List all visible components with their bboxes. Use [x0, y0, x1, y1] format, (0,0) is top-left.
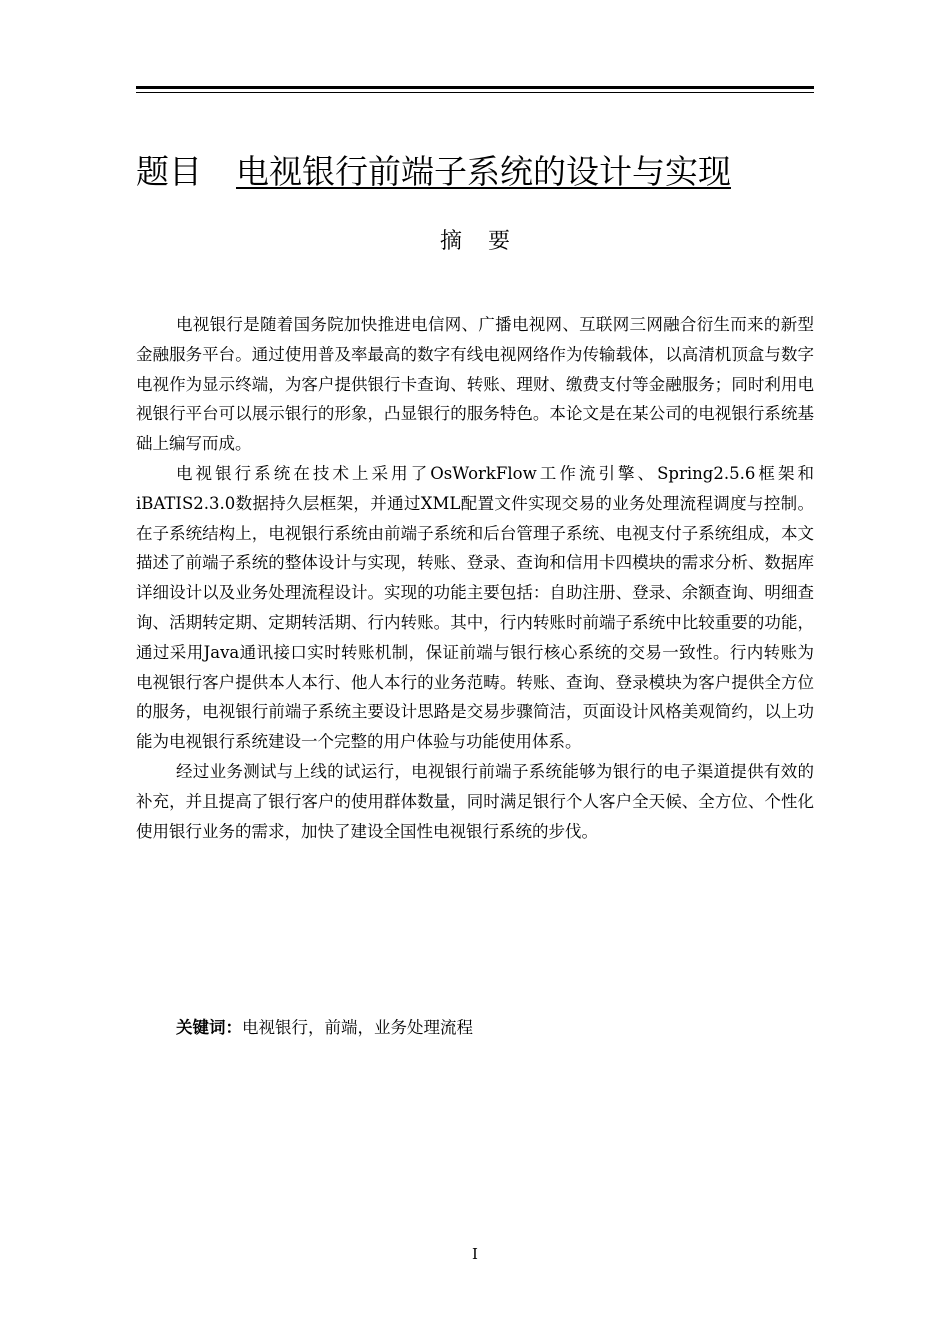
abstract-paragraph-2: 电视银行系统在技术上采用了OsWorkFlow工作流引擎、Spring2.5.6框架和iBATIS2.3.0数据持久层框架，并通过XML配置文件实现交易的业务处理流程调度与控制。在子系统结构上，电视银行系统由前端子系统和后台管理子系统、电视支付子系统组成，本文描述了前端子系统的整体设计与实现，转账、登录、查询和信用卡四模块的需求分析、数据库详细设计以及业务处理流程设计。实现的功能主要包括：自助注册、登录、余额查询、明细查询、活期转定期、定期转活期、行内转账。其中，行内转账时前端子系统中比较重要的功能，通过采用Java通讯接口实时转账机制，保证前端与银行核心系统的交易一致性。行内转账为电视银行客户提供本人本行、他人本行的业务范畴。转账、查询、登录模块为客户提供全方位的服务，电视银行前端子系统主要设计思路是交易步骤简洁，页面设计风格美观简约，以上功能为电视银行系统建设一个完整的用户体验与功能使用体系。 — [136, 463, 814, 752]
title-prefix: 题目 — [136, 152, 202, 191]
abstract-heading: 摘要 — [439, 229, 536, 254]
abstract-paragraph-1: 电视银行是随着国务院加快推进电信网、广播电视网、互联网三网融合衍生而来的新型金融服务平台。通过使用普及率最高的数字有线电视网络作为传输载体，以高清机顶盒与数字电视作为显示终端，为客户提供银行卡查询、转账、理财、缴费支付等金融服务；同时利用电视银行平台可以展示银行的形象，凸显银行的服务特色。本论文是在某公司的电视银行系统基础上编写而成。 — [136, 315, 814, 454]
keywords-line — [176, 1014, 473, 1042]
keywords-label: 关键词： — [176, 1018, 242, 1037]
abstract-body — [136, 310, 814, 846]
keywords-value: 电视银行，前端，业务处理流程 — [242, 1018, 473, 1037]
title-text: 电视银行前端子系统的设计与实现 — [236, 152, 731, 191]
page-title — [136, 150, 731, 194]
page-number: I — [472, 1245, 478, 1263]
top-rule-thick — [136, 86, 814, 89]
top-rule-thin — [136, 92, 814, 93]
abstract-paragraph-3: 经过业务测试与上线的试运行，电视银行前端子系统能够为银行的电子渠道提供有效的补充，并且提高了银行客户的使用群体数量，同时满足银行个人客户全天候、全方位、个性化使用银行业务的需求，加快了建设全国性电视银行系统的步伐。 — [136, 761, 814, 841]
